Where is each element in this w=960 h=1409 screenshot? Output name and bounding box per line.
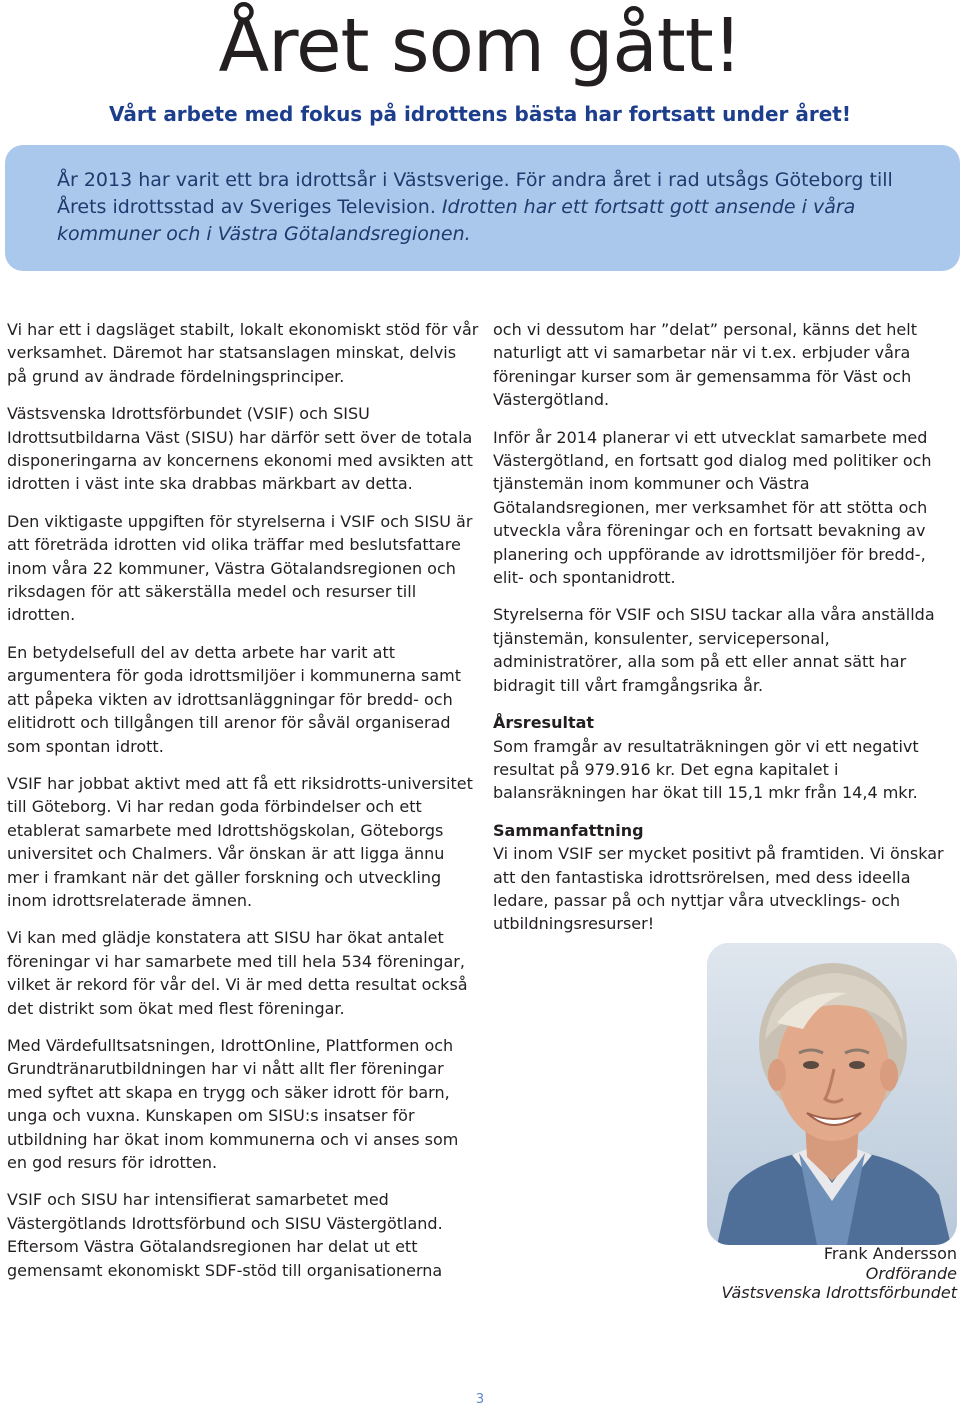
section-arsresultat [493,711,955,805]
left-paragraph: VSIF har jobbat aktivt med att få ett riksidrotts-universitet till Göteborg. Vi har redan goda förbindelser och ett etablerat samarbete med Idrottshögskolan, Göteborgs universitet och Chalmers. Vår önskan är att ligga ännu mer i framkant när det gäller forskning och utveckling inom idrottsrelaterade ämnen. [7,773,473,910]
portrait-illustration [707,943,957,1245]
right-paragraph: Inför år 2014 planerar vi ett utvecklat samarbete med Västergötland, en fortsatt god dialog med politiker och tjänstemän inom kommuner och Västra Götalandsregionen, mer verksamhet för att stötta och utveckla våra föreningar och en fortsatt bevakning av planering och uppförande av idrottsmiljöer för bredd-, elit- och spontanidrott. [493,427,932,588]
signature-organization: Västsvenska Idrottsförbundet [721,1283,957,1302]
signature-role: Ordförande [865,1263,957,1283]
left-paragraph: Vi har ett i dagsläget stabilt, lokalt ekonomiskt stöd för vår verksamhet. Däremot har statsanslagen minskat, delvis på grund av ändrade fördelningsprinciper. [7,320,479,386]
intro-text [57,167,940,248]
right-column [493,318,955,950]
intro-lead: År 2013 har varit ett bra idrottsår i Västsverige. För andra året i rad utsågs Göteborg till Årets idrottsstad av Sveriges Television. [57,169,893,218]
right-paragraph: Styrelserna för VSIF och SISU tackar alla våra anställda tjänstemän, konsulenter, servicepersonal, administratörer, alla som på ett eller annat sätt har bidragit till vårt framgångsrika år. [493,605,935,695]
left-paragraph: Med Värdefulltsatsningen, IdrottOnline, Plattformen och Grundtränarutbildningen har vi nått allt fler föreningar med syftet att skapa en trygg och säker idrott för barn, unga och vuxna. Kunskapen om SISU:s insatser för utbildning har ökat inom kommunerna och vi anses som en god resurs för idrotten. [7,1035,459,1172]
intro-rest: Idrotten har ett fortsatt gott ansende i våra kommuner och i Västra Götalandsregionen. [57,196,856,245]
page-subtitle: Vårt arbete med fokus på idrottens bästa har fortsatt under året! [109,102,851,126]
right-paragraph: och vi dessutom har ”delat” personal, känns det helt naturligt att vi samarbetar när vi t.ex. erbjuder våra föreningar kurser som är gemensamma för Väst och Västergötland. [493,320,917,410]
left-paragraph: En betydelsefull del av detta arbete har varit att argumentera för goda idrottsmiljöer i kommunerna samt att påpeka vikten av idrottsanläggningar för bredd- och elitidrott och tillgången till arenor för såväl organiserad som spontan idrott. [7,642,461,756]
left-paragraph: Västsvenska Idrottsförbundet (VSIF) och SISU Idrottsutbildarna Väst (SISU) har därför sett över de totala disponeringarna av koncernens ekonomi med avsikten att idrotten i väst inte ska drabbas märkbart av detta. [7,404,473,494]
left-paragraph: Vi kan med glädje konstatera att SISU har ökat antalet föreningar vi har samarbete med till hela 534 föreningar, vilket är rekord för vår del. Vi är med detta resultat också det distrikt som ökat med flest föreningar. [7,928,468,1018]
signature-name: Frank Andersson [823,1244,957,1263]
left-paragraph: Den viktigaste uppgiften för styrelserna i VSIF och SISU är att företräda idrotten vid olika träffar med beslutsfattare inom våra 22 kommuner, Västra Götalandsregionen och riksdagen för att säkerställa medel och resurser till idrotten. [7,511,473,625]
section-heading: Årsresultat [493,713,595,733]
portrait-photo [707,943,957,1245]
intro-box [5,145,960,271]
left-paragraph: VSIF och SISU har intensifierat samarbetet med Västergötlands Idrottsförbund och SISU Västergötland. Eftersom Västra Götalandsregionen har delat ut ett gemensamt ekonomiskt SDF-stöd till organisationerna [7,1190,443,1280]
left-column [7,318,479,1296]
section-text: Vi inom VSIF ser mycket positivt på framtiden. Vi önskar att den fantastiska idrottsrörelsen, med dess ideella ledare, passar på och nyttjar våra utvecklings- och utbildningsresurser! [493,844,944,934]
section-sammanfattning [493,819,955,936]
section-heading: Sammanfattning [493,820,644,840]
section-text: Som framgår av resultaträkningen gör vi ett negativt resultat på 979.916 kr. Det egna kapitalet i balansräkningen har ökat till 15,1 mkr från 14,4 mkr. [493,736,919,803]
signature [660,1244,957,1303]
page-title: Året som gått! [218,3,742,89]
page-number: 3 [475,1392,485,1407]
